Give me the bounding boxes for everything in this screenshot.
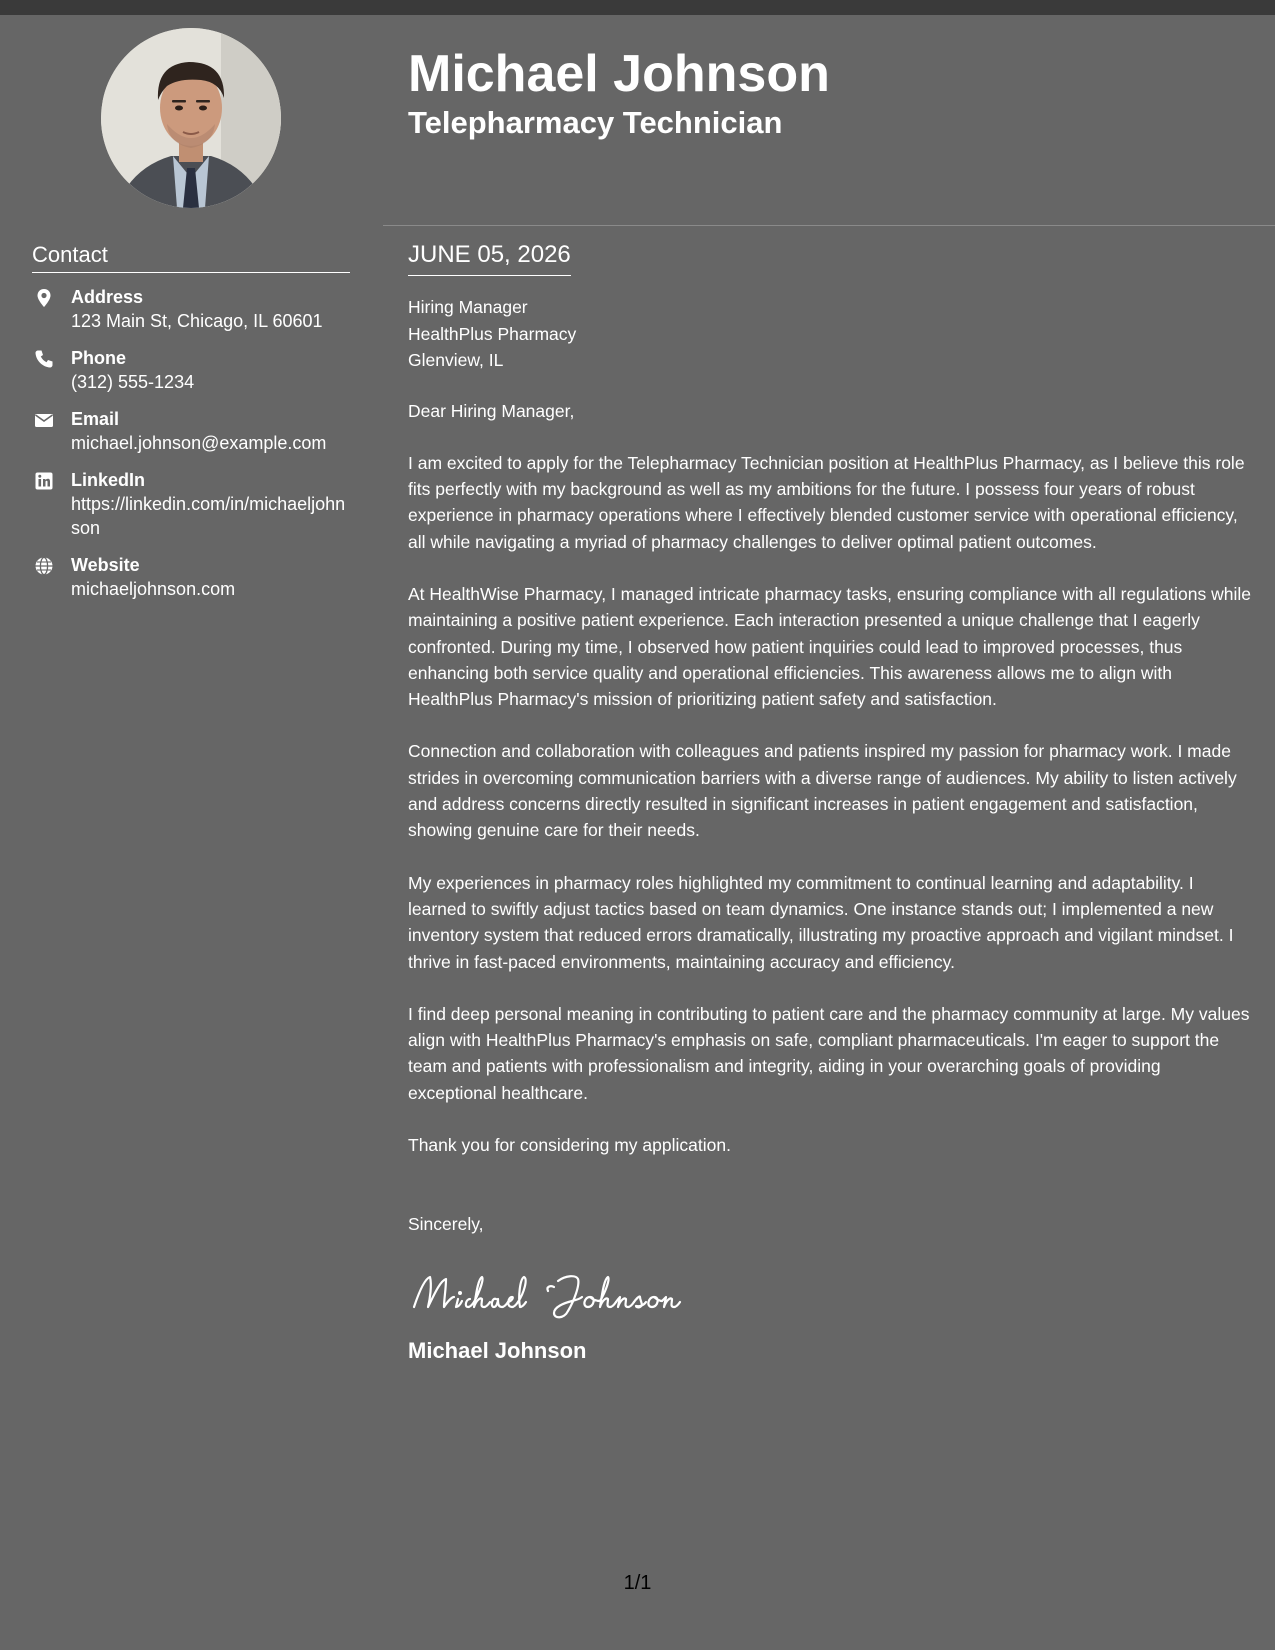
header bbox=[383, 15, 1275, 226]
closing: Sincerely, bbox=[408, 1214, 484, 1235]
contact-value: (312) 555-1234 bbox=[71, 372, 195, 392]
recipient-block bbox=[408, 294, 1253, 374]
recipient-line: Hiring Manager bbox=[408, 297, 528, 317]
linkedin-icon bbox=[34, 471, 54, 491]
contact-label: Address bbox=[71, 287, 144, 307]
contact-email bbox=[32, 407, 352, 455]
letter-body bbox=[408, 240, 1253, 1365]
letter-date: JUNE 05, 2026 bbox=[408, 240, 571, 276]
contact-value: michaeljohnson.com bbox=[71, 579, 236, 599]
contact-value: https://linkedin.com/in/michaeljohnson bbox=[71, 494, 346, 538]
letter-paragraph: I find deep personal meaning in contributing to patient care and the pharmacy community at large. My values align with HealthPlus Pharmacy's emphasis on safe, compliant pharmaceuticals. I'm eager to support the team and patients with professionalism and integrity, aiding in your overarching goals of providing exceptional healthcare. bbox=[408, 1003, 1250, 1103]
sidebar bbox=[0, 15, 383, 1650]
contact-value: michael.johnson@example.com bbox=[71, 433, 327, 453]
letter-paragraph: I am excited to apply for the Telepharmacy Technician position at HealthPlus Pharmacy, as I believe this role fits perfectly with my background as well as my ambitions for the future. I possess four years of robust experience in pharmacy operations where I effectively blended customer service with operational efficiency, all while navigating a myriad of pharmacy challenges to deliver optimal patient outcomes. bbox=[408, 452, 1245, 552]
contact-label: Email bbox=[71, 409, 120, 429]
handwritten-signature bbox=[408, 1265, 1253, 1325]
envelope-icon bbox=[34, 410, 54, 430]
letter-paragraph: At HealthWise Pharmacy, I managed intricate pharmacy tasks, ensuring compliance with all regulations while maintaining a positive patient experience. Each interaction presented a unique challenge that I eagerly confronted. During my time, I observed how patient inquiries could lead to improved processes, thus enhancing both service quality and operational efficiencies. This awareness allows me to align with HealthPlus Pharmacy's mission of prioritizing patient safety and satisfaction. bbox=[408, 583, 1251, 710]
phone-icon bbox=[34, 349, 54, 369]
letter-paragraph: Connection and collaboration with colleagues and patients inspired my passion for pharmacy work. I made strides in overcoming communication barriers with a diverse range of audiences. My ability to listen actively and address concerns directly resulted in significant increases in patient engagement and satisfaction, showing genuine care for their needs. bbox=[408, 741, 1237, 841]
contact-website bbox=[32, 553, 352, 601]
profile-photo bbox=[101, 28, 281, 208]
salutation: Dear Hiring Manager, bbox=[408, 400, 575, 421]
contact-label: LinkedIn bbox=[71, 470, 146, 490]
recipient-line: Glenview, IL bbox=[408, 350, 504, 370]
contact-linkedin bbox=[32, 468, 352, 540]
top-bar bbox=[0, 0, 1275, 15]
job-title: Telepharmacy Technician bbox=[408, 105, 783, 140]
contact-heading: Contact bbox=[32, 241, 350, 273]
page-number: 1/1 bbox=[623, 1572, 652, 1594]
contact-value: 123 Main St, Chicago, IL 60601 bbox=[71, 311, 323, 331]
globe-icon bbox=[34, 556, 54, 576]
contact-address bbox=[32, 285, 352, 333]
contact-label: Website bbox=[71, 555, 140, 575]
signer-name: Michael Johnson bbox=[408, 1338, 587, 1364]
recipient-line: HealthPlus Pharmacy bbox=[408, 323, 577, 344]
contact-list bbox=[32, 285, 352, 614]
contact-phone bbox=[32, 346, 352, 394]
applicant-name: Michael Johnson bbox=[408, 45, 830, 103]
contact-label: Phone bbox=[71, 348, 127, 368]
map-pin-icon bbox=[34, 288, 54, 308]
letter-paragraph: Thank you for considering my application. bbox=[408, 1135, 731, 1156]
letter-paragraph: My experiences in pharmacy roles highlighted my commitment to continual learning and adaptability. I learned to swiftly adjust tactics based on team dynamics. One instance stands out; I implemented a new inventory system that reduced errors dramatically, illustrating my proactive approach and vigilant mindset. I thrive in fast-paced environments, maintaining accuracy and efficiency. bbox=[408, 872, 1234, 972]
